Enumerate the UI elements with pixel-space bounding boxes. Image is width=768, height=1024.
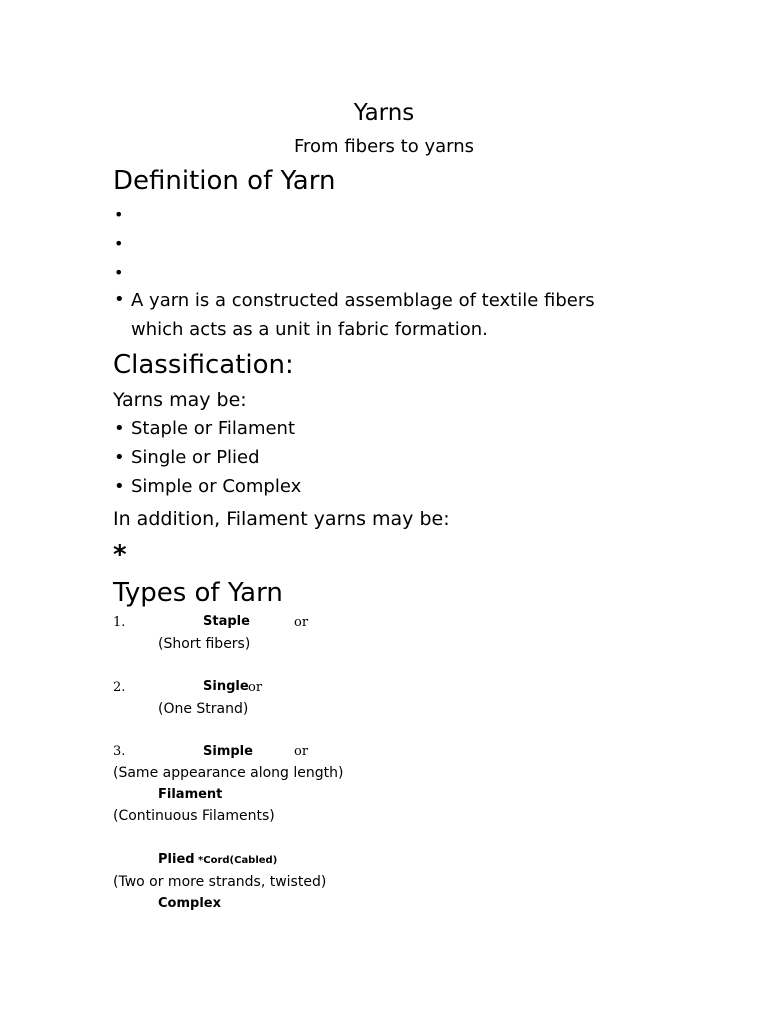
- type-term: Single: [203, 679, 249, 694]
- definition-heading: Definition of Yarn: [113, 166, 336, 196]
- type-note: (One Strand): [158, 701, 249, 717]
- type-or: or: [248, 680, 263, 695]
- type-term: Simple: [203, 744, 253, 759]
- type-term: Staple: [203, 614, 250, 629]
- classification-intro: Yarns may be:: [113, 389, 247, 411]
- definition-bullet: •: [114, 289, 125, 310]
- list-item: Staple or Filament: [131, 418, 296, 439]
- plied-term: Plied: [158, 852, 195, 867]
- definition-text-line1: A yarn is a constructed assemblage of textile fibers: [131, 290, 595, 311]
- plied-note: (Two or more strands, twisted): [113, 874, 327, 890]
- list-item-bullet: •: [114, 476, 125, 497]
- type-note: (Same appearance along length): [113, 765, 344, 781]
- filament-term: Filament: [158, 787, 223, 802]
- empty-bullet: •: [114, 205, 124, 224]
- page-subtitle: From fibers to yarns: [294, 136, 474, 157]
- type-number: 1.: [113, 615, 126, 630]
- list-item: Single or Plied: [131, 447, 260, 468]
- plied-extra: *Cord(Cabled): [198, 855, 278, 866]
- page-title: Yarns: [353, 100, 415, 126]
- types-heading: Types of Yarn: [113, 578, 283, 608]
- type-number: 3.: [113, 744, 126, 759]
- empty-bullet: •: [114, 263, 124, 282]
- classification-heading: Classification:: [113, 350, 294, 380]
- empty-bullet: •: [114, 234, 124, 253]
- type-number: 2.: [113, 680, 126, 695]
- filament-note: (Continuous Filaments): [113, 808, 275, 824]
- filament-addition-text: In addition, Filament yarns may be:: [113, 508, 450, 530]
- type-or: or: [294, 615, 309, 630]
- list-item-bullet: •: [114, 418, 125, 439]
- list-item-bullet: •: [114, 447, 125, 468]
- type-note: (Short fibers): [158, 636, 251, 652]
- complex-term: Complex: [158, 896, 221, 911]
- definition-text-line2: which acts as a unit in fabric formation.: [131, 319, 488, 340]
- list-item: Simple or Complex: [131, 476, 302, 497]
- type-or: or: [294, 744, 309, 759]
- asterisk-marker: *: [113, 540, 127, 570]
